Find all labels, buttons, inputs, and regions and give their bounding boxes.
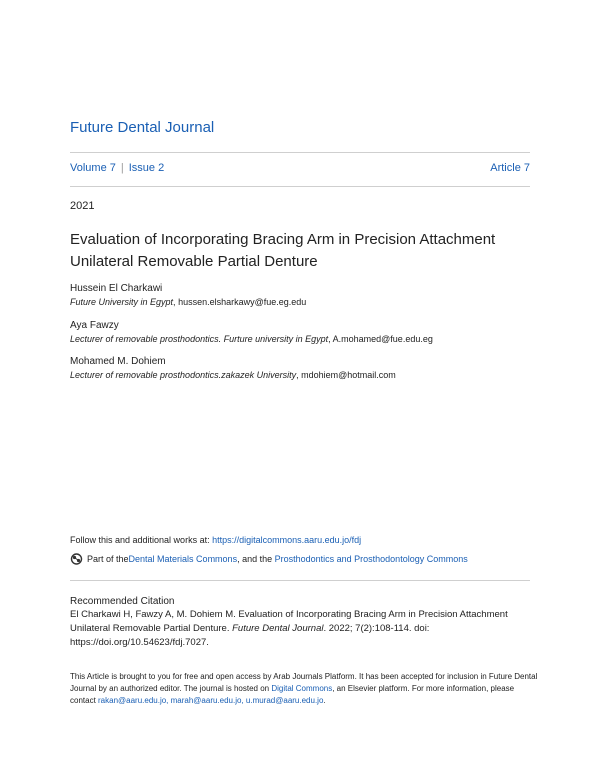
- affiliation-text: Future University in Egypt: [70, 297, 174, 307]
- access-notice: [70, 671, 540, 707]
- journal-title[interactable]: Future Dental Journal: [70, 119, 215, 136]
- notice-text: .: [323, 696, 326, 705]
- author-name: Aya Fawzy: [70, 320, 119, 331]
- separator: |: [120, 162, 124, 174]
- publication-year: 2021: [70, 200, 95, 212]
- issue-nav: [70, 162, 530, 174]
- author-affiliation: Lecturer of removable prosthodontics.zakazek University, mdohiem@hotmail.com: [70, 370, 396, 380]
- volume-link[interactable]: Volume 7: [70, 162, 116, 174]
- notice-text: , an Elsevier platform. For more information, please contact: [70, 684, 515, 705]
- citation-text: [70, 608, 540, 650]
- citation-tail: . 2022; 7(2):108-114. doi: https://doi.org/10.54623/fdj.7027.: [70, 623, 430, 648]
- affiliation-text: Lecturer of removable prosthodontics.zakazek University: [70, 370, 297, 380]
- article-link[interactable]: Article 7: [490, 162, 530, 174]
- issue-link[interactable]: Issue 2: [128, 162, 165, 174]
- divider-issue: [70, 186, 530, 187]
- author-affiliation: Lecturer of removable prosthodontics. Furture university in Egypt, A.mohamed@fue.edu.eg: [70, 334, 433, 344]
- part-of-middle: , and the: [237, 554, 275, 564]
- follow-link[interactable]: https://digitalcommons.aaru.edu.jo/fdj: [212, 535, 362, 545]
- notice-text: This Article is brought to you for free and open access by Arab Journals Platform. It has been accepted for inclusion in Future Dental Journal by an authorized editor. The journal is hosted on: [70, 672, 538, 693]
- author-email: mdohiem@hotmail.com: [301, 370, 396, 380]
- part-of-line: [70, 553, 468, 565]
- citation-journal: Future Dental Journal: [232, 623, 324, 634]
- network-commons-icon: [70, 553, 83, 565]
- author-name: Mohamed M. Dohiem: [70, 356, 166, 367]
- recommended-citation-heading: Recommended Citation: [70, 596, 175, 607]
- divider-citation: [70, 580, 530, 581]
- contact-emails-link[interactable]: rakan@aaru.edu.jo, marah@aaru.edu.jo, u.murad@aaru.edu.jo: [98, 696, 324, 705]
- author-email: A.mohamed@fue.edu.eg: [332, 334, 433, 344]
- divider-top: [70, 152, 530, 153]
- affiliation-text: Lecturer of removable prosthodontics. Furture university in Egypt: [70, 334, 329, 344]
- citation-body: El Charkawi H, Fawzy A, M. Dohiem M. Evaluation of Incorporating Bracing Arm in Precision Attachment Unilateral Removable Partial Denture.: [70, 609, 508, 634]
- follow-line: [70, 535, 361, 545]
- author-name: Hussein El Charkawi: [70, 283, 163, 294]
- author-affiliation: Future University in Egypt, hussen.elsharkawy@fue.eg.edu: [70, 297, 307, 307]
- author-email: hussen.elsharkawy@fue.eg.edu: [178, 297, 307, 307]
- follow-text: Follow this and additional works at:: [70, 535, 213, 545]
- prosthodontics-link[interactable]: Prosthodontics and Prosthodontology Commons: [274, 554, 468, 564]
- part-of-prefix: Part of the: [87, 554, 129, 564]
- digital-commons-link[interactable]: Digital Commons: [271, 684, 333, 693]
- dental-materials-link[interactable]: Dental Materials Commons: [128, 554, 238, 564]
- article-title: Evaluation of Incorporating Bracing Arm in Precision Attachment Unilateral Removable Partial Denture: [70, 231, 496, 270]
